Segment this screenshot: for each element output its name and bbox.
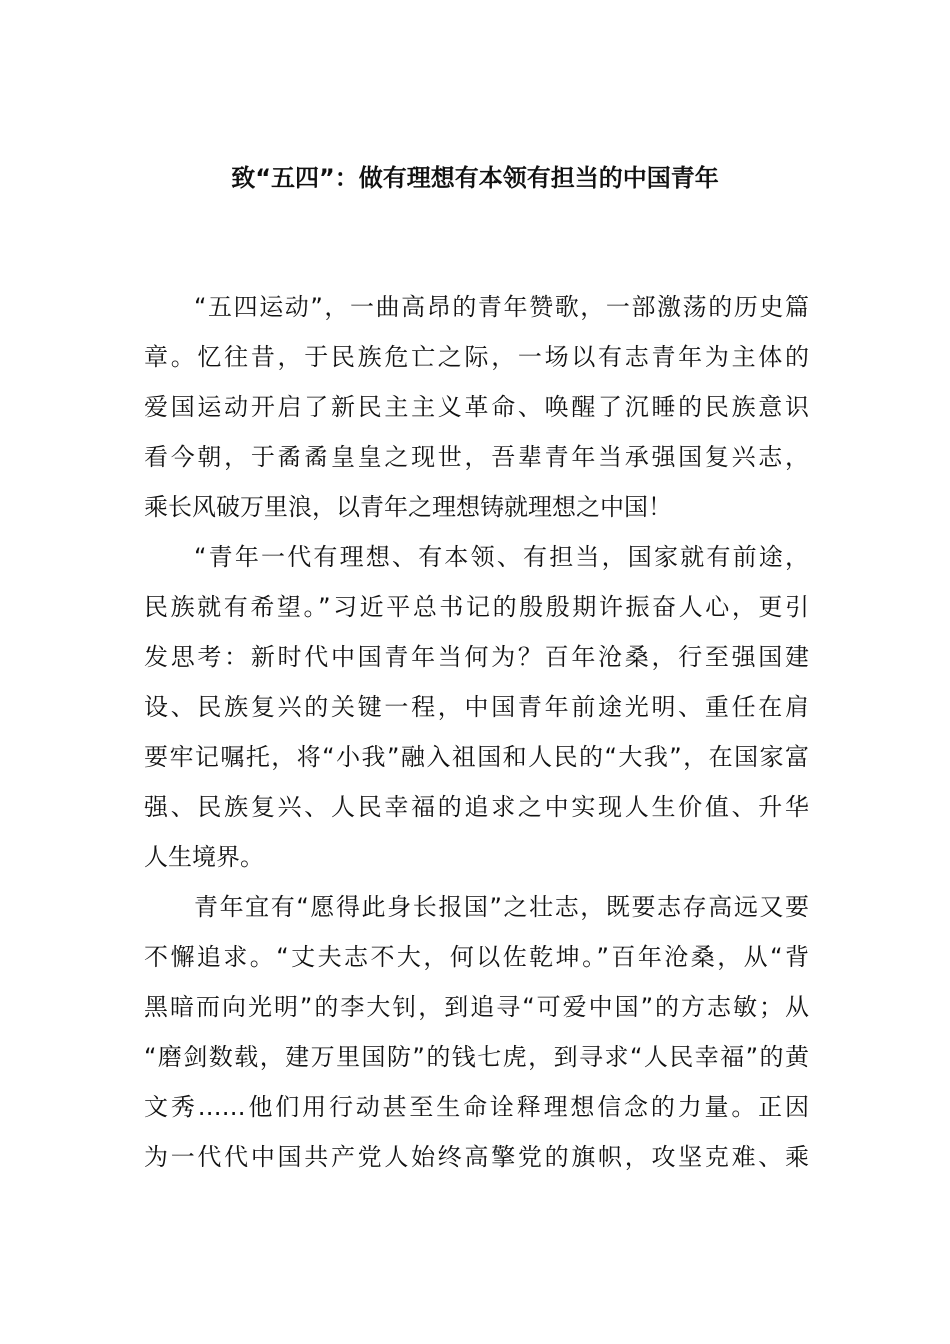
paragraph-2-line-3: 发思考：新时代中国青年当何为？百年沧桑，行至强国建 [144,643,809,671]
paragraph-2-line-7: 人生境界。 [144,843,264,871]
paragraph-2-line-5: 要牢记嘱托，将“小我”融入祖国和人民的“大我”，在国家富 [144,743,809,771]
document-body [144,282,809,1182]
paragraph-3-line-3: 黑暗而向光明”的李大钊，到追寻“可爱中国”的方志敏；从 [144,993,809,1021]
paragraph-1-line-4: 看今朝，于矞矞皇皇之现世，吾辈青年当承强国复兴志， [144,443,809,471]
paragraph-2-line-1: “青年一代有理想、有本领、有担当，国家就有前途， [194,543,809,571]
paragraph-1-line-5: 乘长风破万里浪，以青年之理想铸就理想之中国！ [144,493,672,521]
paragraph-2-line-6: 强、民族复兴、人民幸福的追求之中实现人生价值、升华 [144,793,809,821]
paragraph-1-line-2: 章。忆往昔，于民族危亡之际，一场以有志青年为主体的 [144,343,809,371]
paragraph-2-line-2: 民族就有希望。”习近平总书记的殷殷期许振奋人心，更引 [144,593,809,621]
paragraph-3-line-4: “磨剑数载，建万里国防”的钱七虎，到寻求“人民幸福”的黄 [144,1043,809,1071]
paragraph-3-line-6: 为一代代中国共产党人始终高擎党的旗帜，攻坚克难、乘 [144,1143,809,1171]
paragraph-1-line-1: “五四运动”，一曲高昂的青年赞歌，一部激荡的历史篇 [194,293,809,321]
paragraph-2-line-4: 设、民族复兴的关键一程，中国青年前途光明、重任在肩 [144,693,809,721]
paragraph-3-line-5: 文秀……他们用行动甚至生命诠释理想信念的力量。正因 [144,1093,809,1121]
paragraph-3-line-1: 青年宜有“愿得此身长报国”之壮志，既要志存高远又要 [194,893,809,921]
document-title: 致“五四”：做有理想有本领有担当的中国青年 [231,164,719,192]
paragraph-3-line-2: 不懈追求。“丈夫志不大，何以佐乾坤。”百年沧桑，从“背 [144,943,809,971]
paragraph-1-line-3: 爱国运动开启了新民主主义革命、唤醒了沉睡的民族意识 [144,393,809,421]
